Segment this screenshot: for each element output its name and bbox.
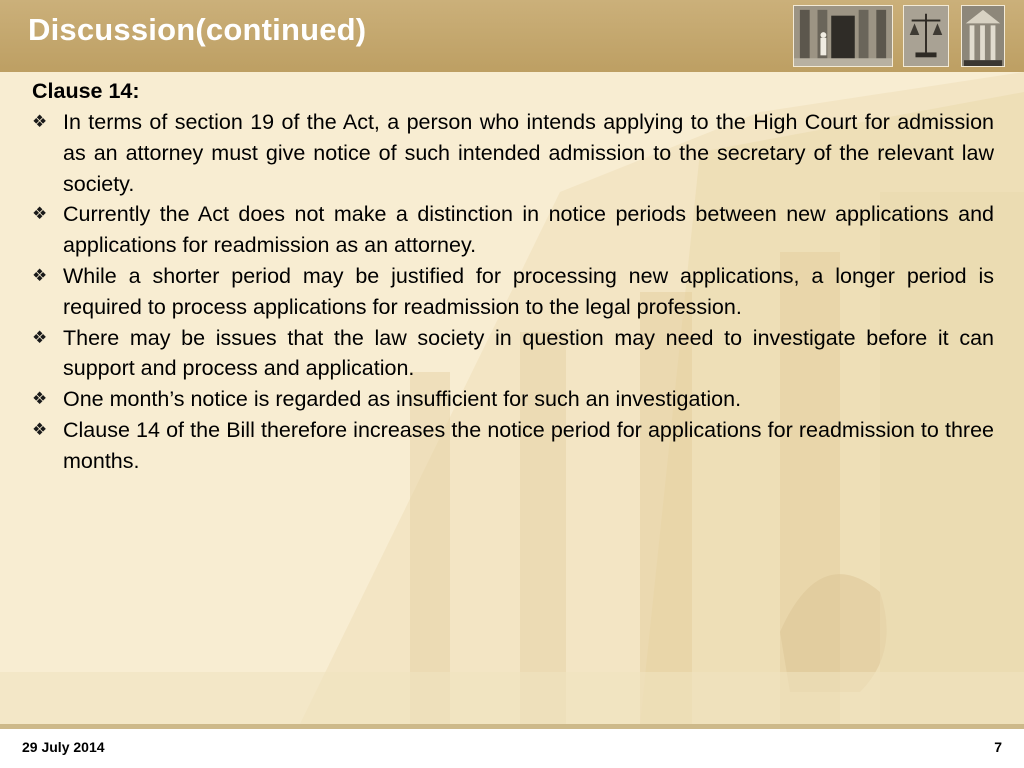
diamond-bullet-icon: ❖	[32, 204, 48, 224]
diamond-bullet-icon: ❖	[32, 419, 48, 439]
courthouse-photo	[793, 5, 893, 67]
diamond-bullet-icon: ❖	[32, 389, 48, 409]
bullet-item	[32, 384, 994, 415]
bullet-text: There may be issues that the law society in question may need to investigate before it can support and process and application.	[63, 325, 994, 381]
bullet-text: Clause 14 of the Bill therefore increases the notice period for applications for readmission to three months.	[63, 417, 994, 473]
diamond-bullet-icon: ❖	[32, 327, 48, 347]
building-facade-photo	[961, 5, 1005, 67]
header-bar	[0, 0, 1024, 72]
bullet-text: Currently the Act does not make a distinction in notice periods between new applications and applications for readmission as an attorney.	[63, 202, 994, 258]
bullet-item	[32, 107, 994, 199]
bullet-text: In terms of section 19 of the Act, a person who intends applying to the High Court for admission as an attorney must give notice of such intended admission to the secretary of the relevant law society.	[63, 110, 994, 196]
bullet-item	[32, 199, 994, 261]
slide-title: Discussion(continued)	[28, 12, 367, 47]
diamond-bullet-icon: ❖	[32, 112, 48, 131]
bullet-item	[32, 323, 994, 385]
scales-of-justice-photo	[903, 5, 949, 67]
bullet-item	[32, 261, 994, 323]
bullet-text: While a shorter period may be justified for processing new applications, a longer period is required to process applications for readmission to the legal profession.	[63, 263, 994, 319]
bullet-item	[32, 415, 994, 477]
footer-date: 29 July 2014	[22, 739, 105, 755]
footer	[0, 729, 1024, 768]
bullet-list	[32, 107, 994, 477]
bullet-text: One month’s notice is regarded as insufficient for such an investigation.	[63, 387, 742, 412]
diamond-bullet-icon: ❖	[32, 265, 48, 285]
clause-heading: Clause 14:	[32, 79, 140, 103]
slide-body	[32, 76, 994, 477]
page-number: 7	[994, 739, 1002, 755]
